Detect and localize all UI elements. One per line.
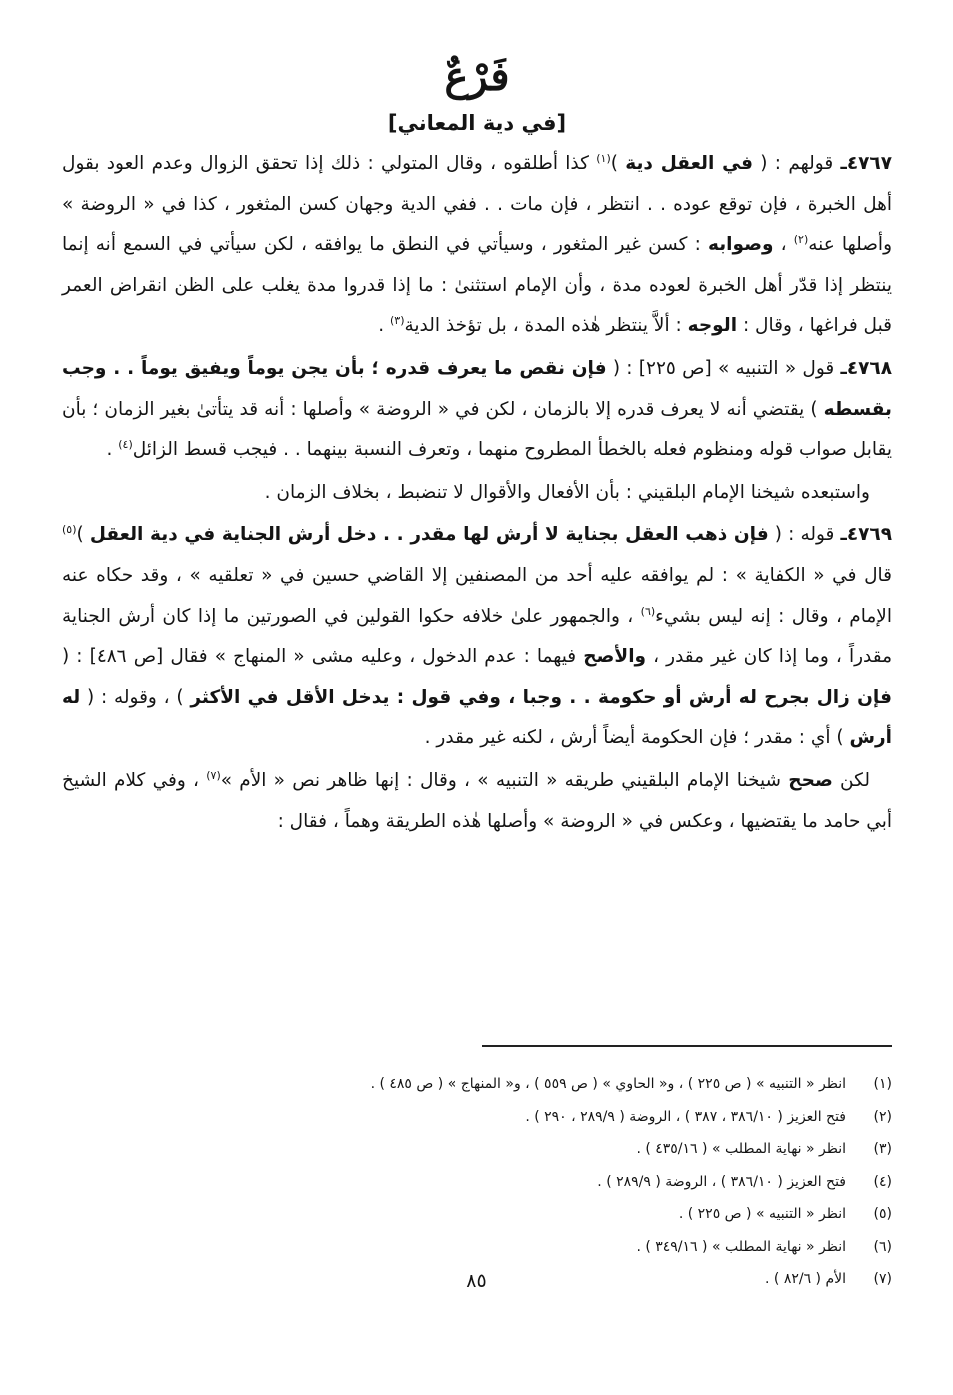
emphasized-text: له أرش xyxy=(62,686,892,749)
emphasized-text: وصوابه xyxy=(707,234,774,256)
page-number: ٨٥ xyxy=(466,1270,487,1292)
section-ornament: فَرْعٌ xyxy=(444,53,510,100)
footnote-number: (٦) xyxy=(873,1238,892,1255)
text-segment: قولهم : ( xyxy=(753,153,841,174)
main-text xyxy=(62,144,892,842)
text-segment: . xyxy=(106,439,119,461)
text-segment: ، والجمهور علىٰ خلافه حكوا القولين في الصورتين ما إذا كان أرش الجناية مقدراً ، وما إذا كان غير مقدر ، xyxy=(62,605,892,668)
footnote xyxy=(62,1231,892,1264)
paragraph xyxy=(62,473,892,514)
footnote-number: (٢) xyxy=(873,1108,892,1125)
footnote xyxy=(62,1101,892,1134)
emphasized-text: والأصح xyxy=(583,646,647,668)
emphasized-text: فإن ذهب العقل بجناية لا أرش لها مقدر . . دخل أرش الجناية في دية العقل xyxy=(89,524,769,546)
text-segment: : كسن غير المثغور ، وسيأتي في النطق ما يوافقه ، لكن سيأتي في السمع أنه إنما ينتظر إذا قدّر أهل الخبرة لعوده مدة ، وأن الإمام استثنىٰ : ما إذا قدروا مدة يغلب على الظن انقراض العمر قبل فراغها ، وقال : xyxy=(62,234,892,337)
text-segment: . xyxy=(378,315,390,337)
footnote-text: انظر « نهاية المطلب » ( ٤٣٥/١٦ ) . xyxy=(636,1141,846,1157)
footnote-ref: (٣) xyxy=(389,314,405,328)
footnote-ref: (٥) xyxy=(62,523,77,537)
issue-number: ٤٧٦٨ـ xyxy=(840,357,893,379)
paragraph xyxy=(62,349,892,471)
emphasized-text: الوجه xyxy=(687,315,738,337)
text-segment: لكن xyxy=(832,769,870,791)
footnote-ref: (١) xyxy=(596,151,611,165)
footnote-text: انظر « التنبيه » ( ص ٢٢٥ ) ، و« الحاوي » ( ص ٥٥٩ ) ، و« المنهاج » ( ص ٤٨٥ ) . xyxy=(370,1076,846,1092)
text-segment: شيخنا الإمام البلقيني طريقه « التنبيه » ، وقال : إنها ظاهر نص « الأم » xyxy=(220,769,789,791)
footnote xyxy=(62,1198,892,1231)
text-segment: : ألاَّ ينتظر هٰذه المدة ، بل تؤخذ الدية xyxy=(404,315,688,337)
text-segment: ) ، وقوله : ( xyxy=(80,686,191,708)
text-segment: ) xyxy=(76,524,90,546)
footnote xyxy=(62,1068,892,1101)
footnote-ref: (٤) xyxy=(118,438,133,451)
emphasized-text: صحح xyxy=(788,769,833,791)
text-segment: كذا أطلقوه ، وقال المتولي : ذلك إذا تحقق الزوال وعدم العود بقول أهل الخبرة ، فإن توقع عوده . . انتظر ، فإن مات . . ففي الدية وجهان كسن المثغور ، كذا في « الروضة » وأصلها عنه xyxy=(62,153,893,256)
emphasized-text: فإن نقص ما يعرف قدره ؛ بأن يجن يوماً ويفيق يوماً . . وجب بقسطه xyxy=(62,357,892,420)
footnote-number: (٤) xyxy=(873,1173,892,1190)
text-segment: فيهما : عدم الدخول ، وعليه مشى « المنهاج » فقال [ص ٤٨٦] : ( xyxy=(62,646,584,668)
book-page xyxy=(62,50,892,1370)
paragraph xyxy=(62,761,892,842)
footnote-ref: (٧) xyxy=(206,768,221,782)
footnote xyxy=(62,1133,892,1166)
text-segment: ، وفي كلام الشيخ أبي حامد ما يقتضيها ، وعكس في « الروضة » وأصلها هٰذه الطريقة وهماً ، فقال : xyxy=(62,769,892,832)
issue-number: ٤٧٦٩ـ xyxy=(840,524,892,546)
text-segment: ) يقتضي أنه لا يعرف قدره إلا بالزمان ، لكن في « الروضة » وأصلها : أنه قد يتأتىٰ بغير الزمان ؛ بأن يقابل صواب قوله ومنظوم فعله بالخطأ المطروح منهما ، وتعرف النسبة بينهما . . فيجب قسط الزائل xyxy=(62,398,892,461)
footnotes xyxy=(62,1068,892,1296)
text-segment: قوله : ( xyxy=(768,524,841,546)
section-heading: [في دية المعاني] xyxy=(387,111,567,135)
footnote-text: انظر « التنبيه » ( ص ٢٢٥ ) . xyxy=(678,1206,846,1222)
paragraph xyxy=(62,144,892,347)
footnote-text: فتح العزيز ( ٣٨٦/١٠ ) ، الروضة ( ٢٨٩/٩ ) . xyxy=(597,1173,846,1190)
footnote-number: (٧) xyxy=(873,1271,892,1287)
footnote-text: فتح العزيز ( ٣٨٦/١٠ ، ٣٨٧ ) ، الروضة ( ٢٨٩/٩ ، ٢٩٠ ) . xyxy=(525,1108,846,1125)
text-segment: ) أي : مقدر ؛ فإن الحكومة أيضاً أرش ، لكنه غير مقدر . xyxy=(424,727,850,749)
footnote-number: (٣) xyxy=(873,1141,892,1157)
emphasized-text: فإن زال بجرح له أرش أو حكومة . . وجبا ، وفي قول : يدخل الأقل في الأكثر xyxy=(190,686,892,708)
footnote-ref: (٢) xyxy=(793,233,809,247)
emphasized-text: في العقل دية xyxy=(625,153,754,174)
footnote-text: انظر « نهاية المطلب » ( ٣٤٩/١٦ ) . xyxy=(636,1238,846,1255)
footnote-text: الأم ( ٨٢/٦ ) . xyxy=(765,1271,846,1287)
text-segment: ) xyxy=(610,153,626,174)
footnote-number: (٥) xyxy=(873,1206,892,1222)
text-segment: ، xyxy=(773,234,794,256)
paragraph xyxy=(62,515,892,759)
text-segment: قال في « الكفاية » : لم يوافقه عليه أحد من المصنفين إلا القاضي حسين في « تعلقيه » ، وقد حكاه عنه الإمام ، وقال : إنه ليس بشيء xyxy=(62,564,892,627)
footnote xyxy=(62,1166,892,1199)
footnote-number: (١) xyxy=(873,1076,892,1092)
footnote-ref: (٦) xyxy=(640,604,656,618)
text-segment: قول « التنبيه » [ص ٢٢٥] : ( xyxy=(606,357,841,379)
text-segment: واستبعده شيخنا الإمام البلقيني : بأن الأفعال والأقوال لا تنضبط ، بخلاف الزمان . xyxy=(264,481,870,503)
issue-number: ٤٧٦٧ـ xyxy=(840,153,892,174)
footnote-divider xyxy=(482,1045,892,1047)
